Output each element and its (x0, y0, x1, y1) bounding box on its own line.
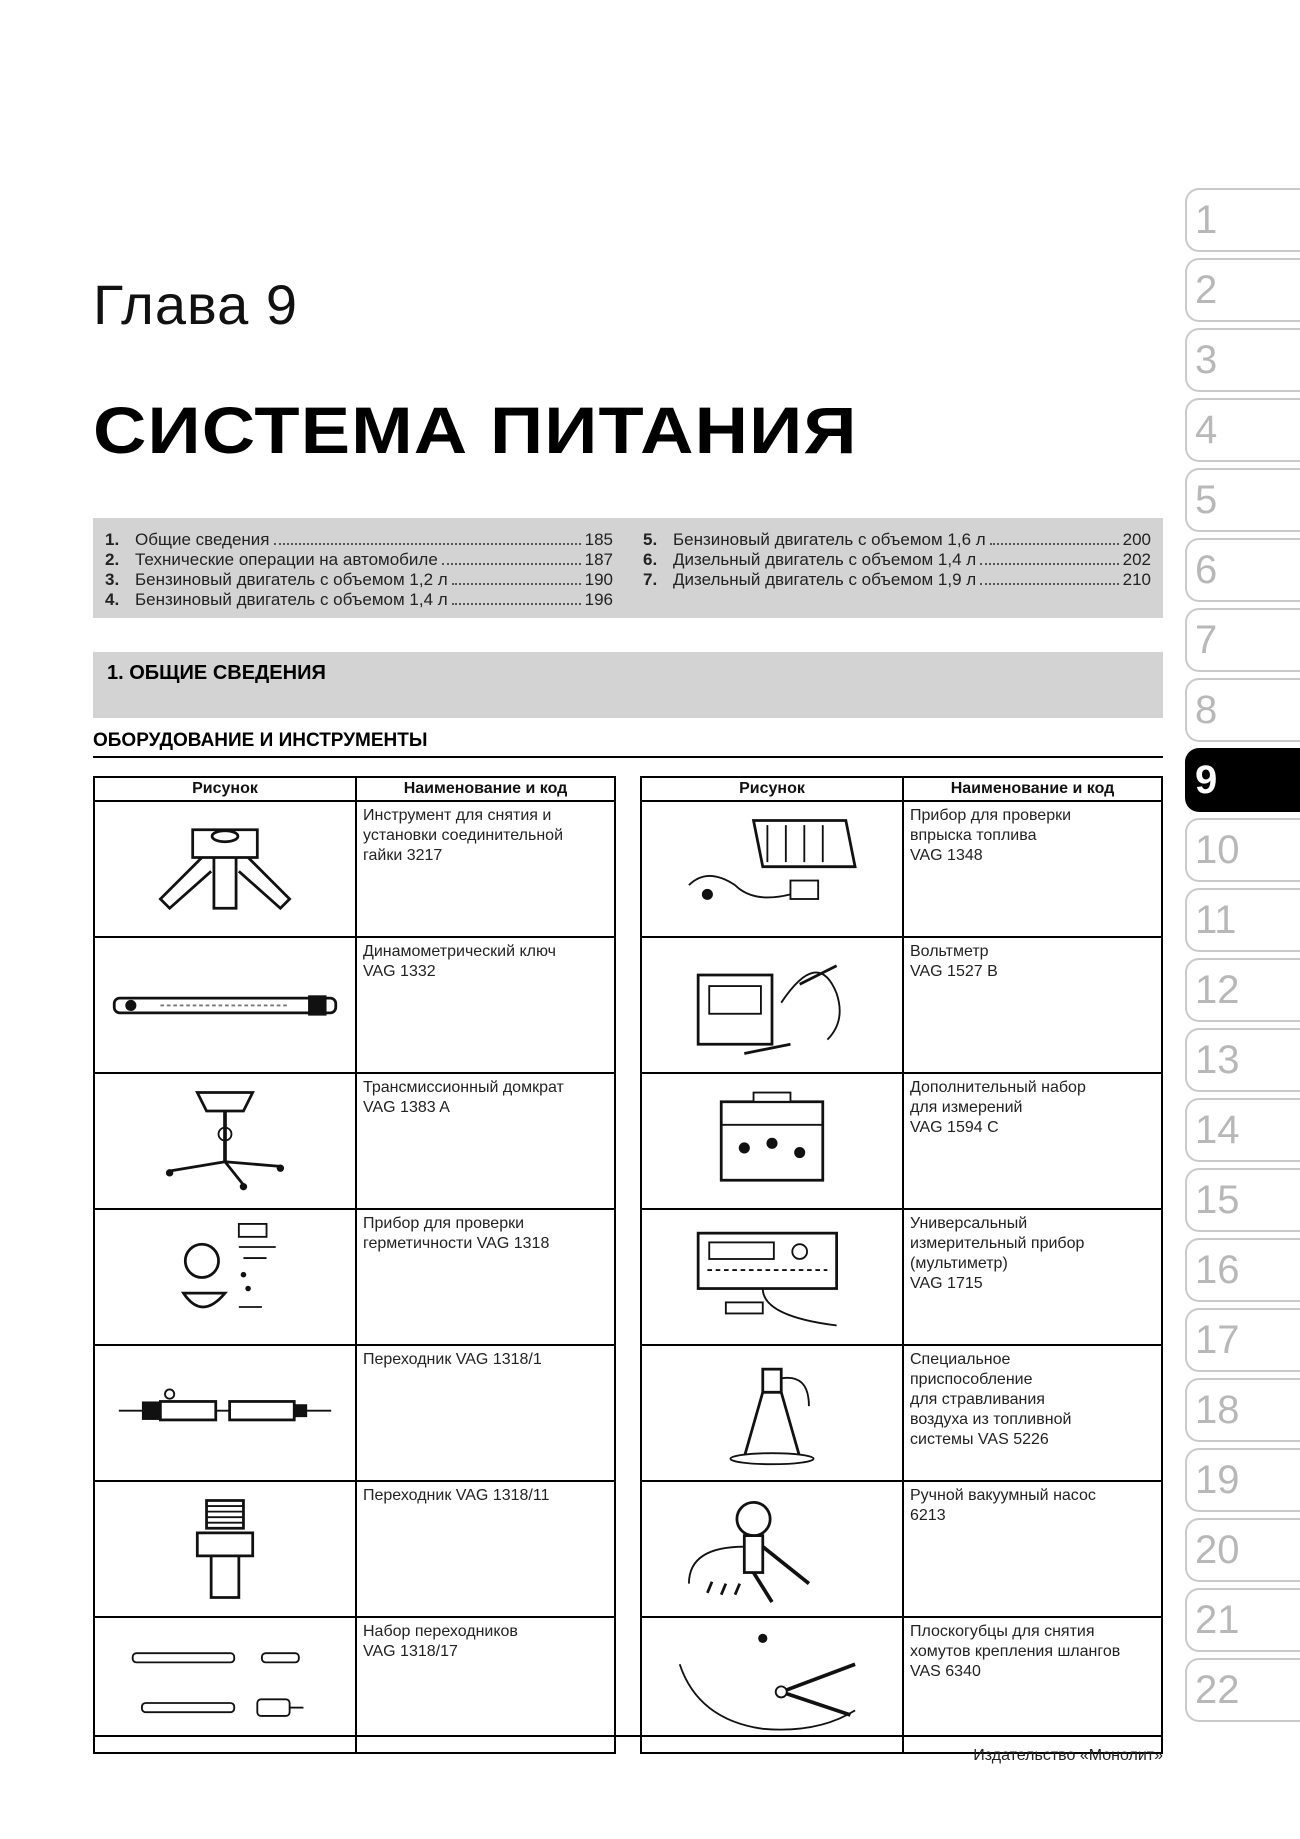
vacuum-pump-icon (652, 1489, 892, 1609)
tab-label: 17 (1195, 1318, 1240, 1362)
equipment-name: Динамометрический ключ VAG 1332 (356, 937, 615, 1073)
tab-label: 6 (1195, 548, 1218, 592)
tab-label: 3 (1195, 338, 1218, 382)
tab-chapter-20[interactable] (1185, 1518, 1300, 1582)
equipment-name: Прибор для проверки впрыска топлива VAG 1348 (903, 801, 1162, 937)
tab-label: 21 (1195, 1598, 1240, 1642)
tab-chapter-9[interactable] (1185, 748, 1300, 812)
tab-label: 18 (1195, 1388, 1240, 1432)
picture-cell (641, 1209, 903, 1345)
tab-chapter-6[interactable] (1185, 538, 1300, 602)
tab-chapter-22[interactable] (1185, 1658, 1300, 1722)
toc-item-page: 200 (1122, 530, 1151, 549)
tab-label: 1 (1195, 198, 1218, 242)
tab-chapter-16[interactable] (1185, 1238, 1300, 1302)
table-row (641, 1617, 1162, 1753)
tab-chapter-3[interactable] (1185, 328, 1300, 392)
subsection-title: ОБОРУДОВАНИЕ И ИНСТРУМЕНТЫ (93, 730, 428, 751)
tab-label: 12 (1195, 968, 1240, 1012)
table-row (641, 937, 1162, 1073)
toc-item[interactable] (643, 550, 1151, 570)
tab-label: 10 (1195, 828, 1240, 872)
equipment-name: Дополнительный набор для измерений VAG 1594 C (903, 1073, 1162, 1209)
picture-cell (94, 1481, 356, 1617)
torque-wrench-icon (105, 945, 345, 1065)
toc-item-number: 5. (643, 530, 658, 549)
toc-item[interactable] (643, 530, 1151, 550)
toc-leader-dots (274, 543, 581, 545)
toc-item-title: Дизельный двигатель с объемом 1,9 л (673, 570, 977, 589)
tab-label: 4 (1195, 408, 1218, 452)
tab-chapter-7[interactable] (1185, 608, 1300, 672)
chapter-label: Глава 9 (93, 273, 298, 336)
toc-item-page: 190 (584, 570, 613, 589)
tab-label: 2 (1195, 268, 1218, 312)
picture-cell (94, 1073, 356, 1209)
tab-label: 22 (1195, 1668, 1240, 1712)
toc-column-left (105, 530, 613, 610)
toc-leader-dots (990, 543, 1119, 545)
voltmeter-icon (652, 945, 892, 1065)
tab-chapter-5[interactable] (1185, 468, 1300, 532)
equipment-name: Ручной вакуумный насос 6213 (903, 1481, 1162, 1617)
picture-cell (641, 1617, 903, 1753)
equipment-name: Вольтметр VAG 1527 B (903, 937, 1162, 1073)
tab-label: 20 (1195, 1528, 1240, 1572)
equipment-name: Прибор для проверки герметичности VAG 1318 (356, 1209, 615, 1345)
tab-label: 16 (1195, 1248, 1240, 1292)
tab-chapter-4[interactable] (1185, 398, 1300, 462)
divider (93, 756, 1163, 758)
toc-item[interactable] (105, 530, 613, 550)
threaded-adapter-icon (105, 1489, 345, 1609)
table-row (94, 1209, 615, 1345)
table-row (94, 1345, 615, 1481)
tab-chapter-12[interactable] (1185, 958, 1300, 1022)
picture-cell (641, 801, 903, 937)
toc-item-number: 7. (643, 570, 658, 589)
tab-chapter-13[interactable] (1185, 1028, 1300, 1092)
tab-label: 15 (1195, 1178, 1240, 1222)
toc-item-title: Общие сведения (135, 530, 270, 549)
toc-leader-dots (442, 563, 581, 565)
picture-cell (641, 1481, 903, 1617)
tab-label: 13 (1195, 1038, 1240, 1082)
tab-chapter-14[interactable] (1185, 1098, 1300, 1162)
toc-item-number: 1. (105, 530, 120, 549)
toc-item[interactable] (105, 550, 613, 570)
tab-chapter-10[interactable] (1185, 818, 1300, 882)
publisher-credit: Издательство «Монолит» (973, 1747, 1163, 1764)
tab-label: 9 (1195, 758, 1218, 802)
toc-item-page: 210 (1122, 570, 1151, 589)
tab-chapter-1[interactable] (1185, 188, 1300, 252)
injection-tester-icon (652, 809, 892, 929)
equipment-name: Переходник VAG 1318/11 (356, 1481, 615, 1617)
equipment-name: Переходник VAG 1318/1 (356, 1345, 615, 1481)
table-row (94, 1073, 615, 1209)
table-row (94, 1617, 615, 1753)
toc-leader-dots (452, 583, 581, 585)
tab-chapter-21[interactable] (1185, 1588, 1300, 1652)
toc-item-title: Бензиновый двигатель с объемом 1,2 л (135, 570, 448, 589)
toc-item-number: 4. (105, 590, 120, 609)
picture-cell (641, 1345, 903, 1481)
tab-label: 19 (1195, 1458, 1240, 1502)
toc-item-title: Технические операции на автомобиле (135, 550, 438, 569)
toc-leader-dots (980, 583, 1118, 585)
toc-leader-dots (980, 563, 1118, 565)
toc-leader-dots (452, 603, 581, 605)
footer-divider (93, 1735, 1163, 1737)
equipment-table-right (640, 776, 1163, 1754)
tab-label: 8 (1195, 688, 1218, 732)
equipment-name: Инструмент для снятия и установки соединительной гайки 3217 (356, 801, 615, 937)
transmission-jack-icon (105, 1081, 345, 1201)
table-row (94, 937, 615, 1073)
section-title: 1. ОБЩИЕ СВЕДЕНИЯ (107, 662, 326, 684)
tab-label: 5 (1195, 478, 1218, 522)
table-row (641, 801, 1162, 937)
chapter-title: СИСТЕМА ПИТАНИЯ (93, 393, 858, 467)
picture-cell (94, 1345, 356, 1481)
tab-label: 14 (1195, 1108, 1240, 1152)
picture-cell (94, 1617, 356, 1753)
toc-item-number: 2. (105, 550, 120, 569)
toc-item[interactable] (105, 590, 613, 610)
equipment-name: Набор переходников VAG 1318/17 (356, 1617, 615, 1753)
table-row (94, 801, 615, 937)
table-row (641, 1073, 1162, 1209)
table-row (641, 1209, 1162, 1345)
picture-cell (94, 801, 356, 937)
tab-label: 7 (1195, 618, 1218, 662)
toc-item-title: Бензиновый двигатель с объемом 1,4 л (135, 590, 448, 609)
toc-item-number: 6. (643, 550, 658, 569)
wrench-tool-icon (105, 809, 345, 929)
toc-item[interactable] (105, 570, 613, 590)
table-row (641, 1481, 1162, 1617)
equipment-name: Трансмиссионный домкрат VAG 1383 A (356, 1073, 615, 1209)
toc-item-page: 185 (584, 530, 613, 549)
hose-clamp-pliers-icon (652, 1625, 892, 1745)
section-header (93, 652, 1163, 718)
tab-chapter-11[interactable] (1185, 888, 1300, 952)
tab-chapter-15[interactable] (1185, 1168, 1300, 1232)
measurement-kit-icon (652, 1081, 892, 1201)
picture-cell (641, 937, 903, 1073)
table-row (94, 1481, 615, 1617)
picture-cell (94, 937, 356, 1073)
toc-item-page: 202 (1122, 550, 1151, 569)
toc-item-title: Бензиновый двигатель с объемом 1,6 л (673, 530, 986, 549)
tab-chapter-19[interactable] (1185, 1448, 1300, 1512)
tab-label: 11 (1195, 898, 1237, 942)
tab-chapter-17[interactable] (1185, 1308, 1300, 1372)
table-of-contents (93, 518, 1163, 618)
tab-chapter-18[interactable] (1185, 1378, 1300, 1442)
equipment-table-left (93, 776, 616, 1754)
leak-tester-icon (105, 1217, 345, 1337)
equipment-name: Специальное приспособление для стравливания воздуха из топливной системы VAS 5226 (903, 1345, 1162, 1481)
equipment-name: Универсальный измерительный прибор (мультиметр) VAG 1715 (903, 1209, 1162, 1345)
column-header-picture: Рисунок (94, 777, 356, 801)
toc-item-title: Дизельный двигатель с объемом 1,4 л (673, 550, 977, 569)
tab-chapter-2[interactable] (1185, 258, 1300, 322)
bleeding-device-icon (652, 1353, 892, 1473)
toc-item-page: 187 (584, 550, 613, 569)
picture-cell (641, 1073, 903, 1209)
multimeter-icon (652, 1217, 892, 1337)
table-row (641, 1345, 1162, 1481)
adapter-set-icon (105, 1625, 345, 1745)
column-header-picture: Рисунок (641, 777, 903, 801)
equipment-name: Плоскогубцы для снятия хомутов крепления шлангов VAS 6340 (903, 1617, 1162, 1753)
toc-column-right (643, 530, 1151, 590)
tab-chapter-8[interactable] (1185, 678, 1300, 742)
toc-item-page: 196 (584, 590, 613, 609)
toc-item-number: 3. (105, 570, 120, 589)
column-header-name: Наименование и код (356, 777, 615, 801)
toc-item[interactable] (643, 570, 1151, 590)
column-header-name: Наименование и код (903, 777, 1162, 801)
picture-cell (94, 1209, 356, 1345)
adapter-icon (105, 1353, 345, 1473)
